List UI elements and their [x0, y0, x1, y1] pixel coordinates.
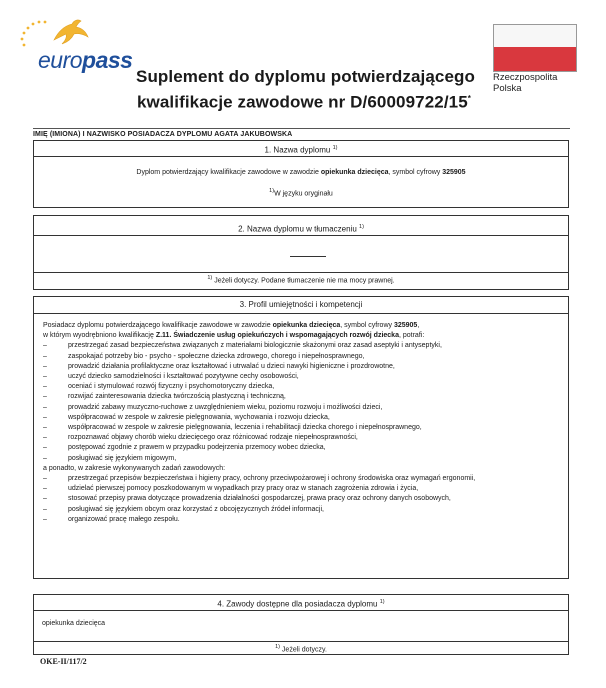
divider — [33, 128, 570, 129]
europass-stars-icon — [14, 12, 114, 52]
footnote: $^{1)}$ Jeżeli dotyczy. Podane tłumaczenie nie ma mocy prawnej. — [34, 272, 568, 284]
section-heading: 1. Nazwa dyplomu $^{1)}$ — [34, 141, 568, 157]
list-item: – rozpoznawać objawy chorób wieku dziecięcego oraz różnicować rodzaje niepełnosprawności, — [43, 433, 561, 443]
footnote: $^{1)}$ Jeżeli dotyczy. — [34, 641, 568, 653]
occupation-value: opiekunka dziecięca — [42, 620, 106, 627]
document-title: Suplement do dyplomu potwierdzającego kwalifikacje zawodowe nr D/60009722/15* — [136, 67, 476, 112]
holder-name: IMIĘ (IMIONA) I NAZWISKO POSIADACZA DYPLOMU AGATA JAKUBOWSKA — [33, 131, 293, 138]
list-item: – rozwijać zainteresowania dziecka twórczością plastyczną i techniczną, — [43, 392, 561, 402]
list-item: – współpracować w zespole w zakresie pielęgnowania, wychowania i rozwoju dziecka, — [43, 413, 561, 423]
list-item: – uczyć dziecko samodzielności i kształtować pozytywne cechy osobowości, — [43, 372, 561, 382]
polish-flag — [493, 24, 577, 72]
skills-list — [43, 321, 561, 525]
additional-intro: a ponadto, w zakresie wykonywanych zadań zawodowych: — [43, 464, 226, 472]
list-item: – posługiwać się językiem obcym oraz korzystać z obcojęzycznych źródeł informacji, — [43, 505, 561, 515]
list-item: – zaspokajać potrzeby bio - psycho - społeczne dziecka zdrowego, chorego i niepełnosprawnego, — [43, 352, 561, 362]
section-translated-name — [33, 215, 569, 290]
section-occupations — [33, 594, 569, 655]
empty-value-dash — [290, 256, 326, 257]
list-item: – prowadzić działania profilaktyczne oraz kształtować i utrwalać u dzieci nawyki higieniczne i prozdrowotne, — [43, 362, 561, 372]
section-diploma-name — [33, 140, 569, 208]
footnote: $^{1)}$W języku oryginału — [269, 188, 333, 198]
skills-intro-qualification: w którym wyodrębniono kwalifikację Z.11. Świadczenie usług opiekuńczych i wspomagających rozwój dziecka, potrafi: — [43, 332, 425, 340]
list-item: – stosować przepisy prawa dotyczące prowadzenia działalności gospodarczej, prawa pracy oraz ochrony danych osobowych, — [43, 494, 561, 504]
form-code: OKE-II/117/2 — [40, 657, 87, 666]
list-item: – udzielać pierwszej pomocy poszkodowanym w wypadkach przy pracy oraz w stanach zagrożenia zdrowia i życia, — [43, 484, 561, 494]
list-item: – organizować pracę małego zespołu. — [43, 515, 561, 525]
list-item: – posługiwać się językiem migowym, — [43, 454, 561, 464]
diploma-name-text: Dyplom potwierdzający kwalifikacje zawodowe w zawodzie opiekunka dziecięca, symbol cyfrowy 325905 — [136, 169, 466, 176]
list-item: – przestrzegać zasad bezpieczeństwa związanych z materiałami biologicznie skażonymi oraz zasad aseptyki i antyseptyki, — [43, 341, 561, 351]
list-item: – postępować zgodnie z prawem w przypadku podejrzenia przemocy wobec dziecka, — [43, 443, 561, 453]
list-item: – współpracować w zespole w zakresie pielęgnowania, leczenia i rehabilitacji dziecka chorego i niepełnosprawnego, — [43, 423, 561, 433]
list-item: – prowadzić zabawy muzyczno-ruchowe z uwzględnieniem wieku, poziomu rozwoju i możliwości dzieci, — [43, 403, 561, 413]
section-skills-profile — [33, 296, 569, 579]
list-item: – przestrzegać przepisów bezpieczeństwa i higieny pracy, ochrony przeciwpożarowej i ochrony środowiska oraz wymagań ergonomii, — [43, 474, 561, 484]
europass-logo: europass — [38, 47, 133, 73]
section-heading: 3. Profil umiejętności i kompetencji — [34, 297, 568, 314]
list-item: – oceniać i stymulować rozwój fizyczny i psychomotoryczny dziecka, — [43, 382, 561, 392]
skills-intro: Posiadacz dyplomu potwierdzającego kwalifikacje zawodowe w zawodzie opiekunka dziecięca, symbol cyfrowy 325905, — [43, 322, 420, 329]
section-heading: 2. Nazwa dyplomu w tłumaczeniu $^{1)}$ — [34, 220, 568, 236]
country-name: Rzeczpospolita Polska — [493, 72, 558, 94]
section-heading: 4. Zawody dostępne dla posiadacza dyplomu $^{1)}$ — [34, 595, 568, 611]
